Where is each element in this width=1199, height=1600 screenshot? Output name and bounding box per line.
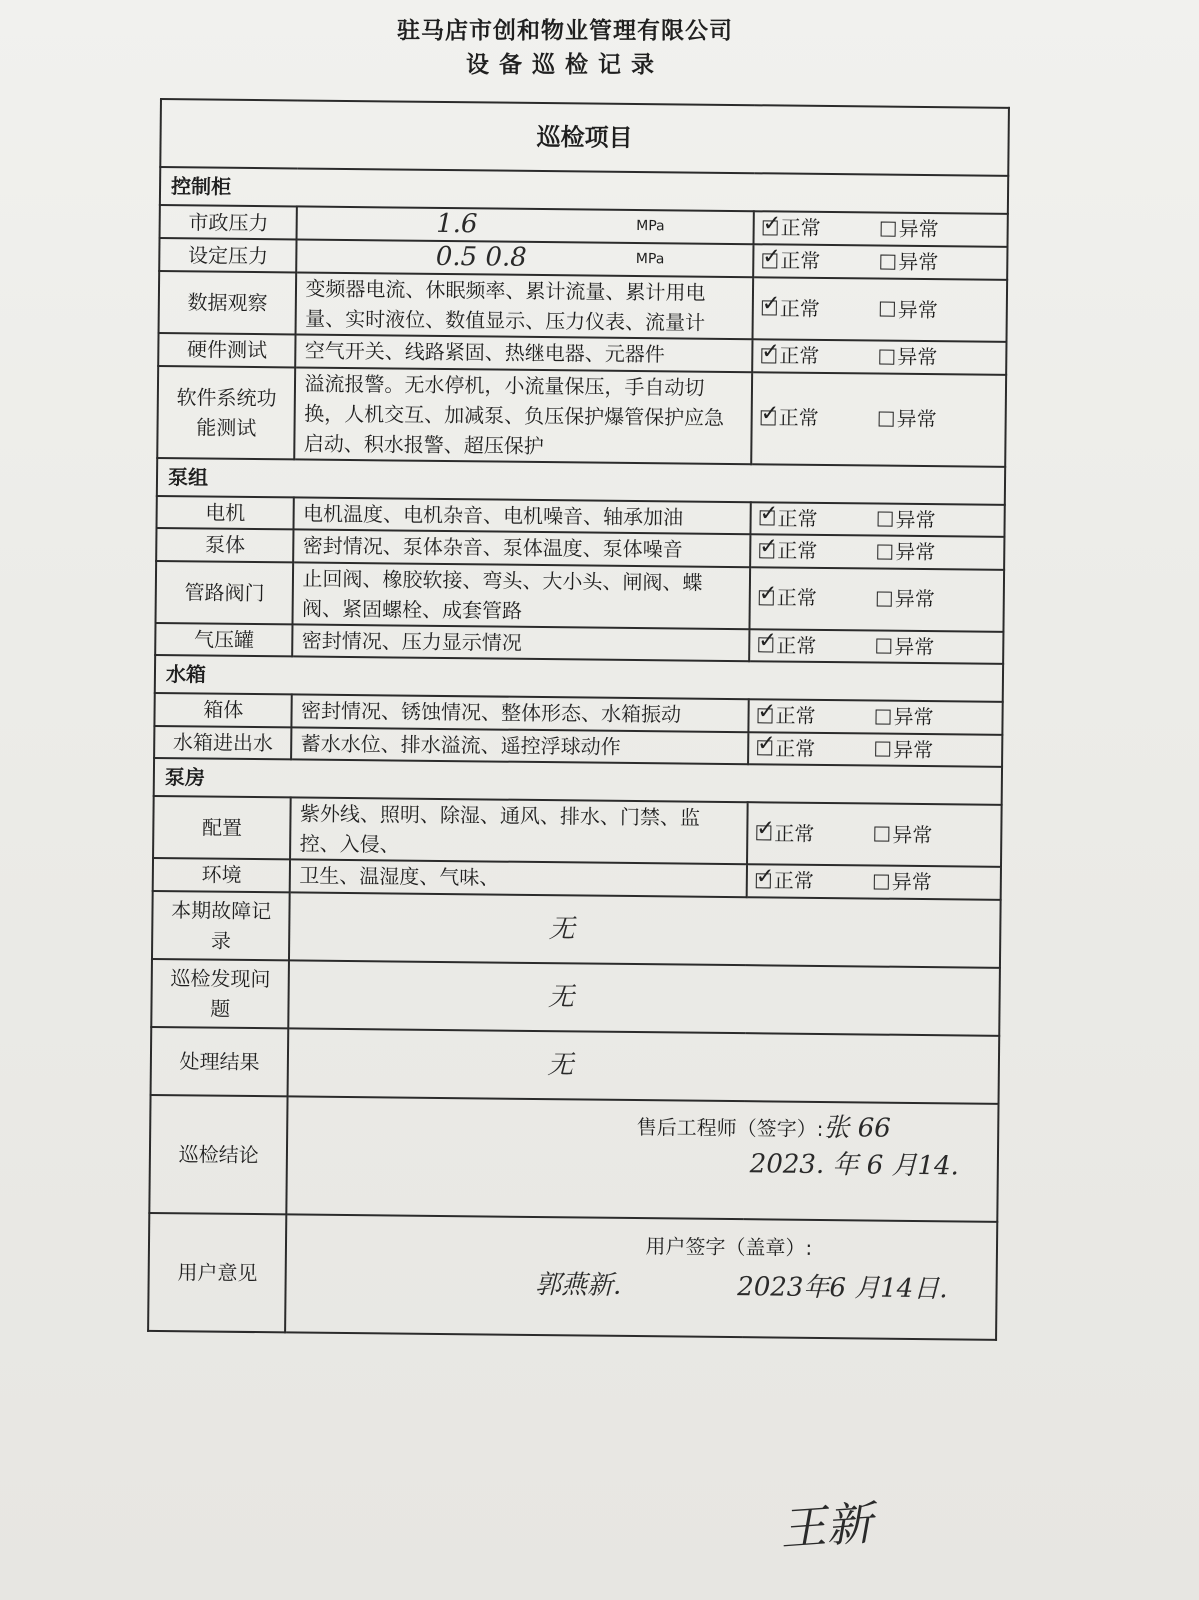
normal-checkbox[interactable]: ✓ 正常: [761, 403, 819, 434]
user-signature: 郭燕新.: [534, 1269, 622, 1301]
document-title: 设备巡检记录: [466, 52, 664, 78]
checkbox-icon: [875, 742, 890, 757]
row-label: 泵体: [156, 528, 294, 562]
row-label: 水箱进出水: [154, 725, 292, 759]
row-description: [297, 239, 754, 277]
table-row: [156, 560, 1005, 631]
checkbox-icon: [875, 709, 890, 724]
checkbox-icon: [874, 874, 889, 889]
checkbox-icon: [878, 512, 893, 527]
row-description: 蓄水水位、排水溢流、遥控浮球动作: [292, 727, 749, 764]
conclusion-label: 巡检结论: [149, 1094, 288, 1213]
abnormal-checkbox[interactable]: 异常: [875, 702, 933, 733]
opinion-cell: [286, 1214, 998, 1339]
row-status: [752, 277, 1007, 342]
record-value: 无: [547, 1049, 574, 1080]
normal-checkbox[interactable]: ✓ 正常: [759, 503, 817, 534]
record-label: 本期故障记录: [152, 890, 290, 959]
checkbox-icon: [877, 591, 892, 606]
abnormal-checkbox[interactable]: 异常: [879, 342, 937, 373]
normal-checkbox[interactable]: ✓ 正常: [757, 700, 815, 731]
company-name: 驻马店市创和物业管理有限公司: [397, 18, 733, 44]
normal-checkbox[interactable]: ✓ 正常: [763, 213, 821, 244]
row-label: 管路阀门: [156, 560, 294, 623]
row-status: [752, 339, 1006, 374]
user-sign-label: 用户签字（盖章）:: [645, 1233, 813, 1260]
checkbox-icon: [760, 510, 775, 525]
checkbox-icon: [876, 639, 891, 654]
abnormal-checkbox[interactable]: 异常: [874, 819, 932, 850]
row-label: 箱体: [154, 693, 292, 727]
abnormal-checkbox[interactable]: 异常: [875, 734, 933, 765]
row-status: [750, 534, 1004, 569]
normal-checkbox[interactable]: ✓ 正常: [757, 733, 815, 764]
row-status: [753, 244, 1007, 280]
normal-checkbox[interactable]: ✓ 正常: [759, 583, 817, 614]
checkbox-icon: [762, 301, 777, 316]
conclusion-cell: [287, 1096, 999, 1221]
table-row: [157, 365, 1006, 466]
record-value: 无: [548, 913, 575, 944]
row-description: 溢流报警。无水停机，小流量保压，手自动切换，人机交互、加减泵、负压保护爆管保护应急启动、积水报警、超压保护: [295, 367, 752, 464]
normal-checkbox[interactable]: ✓ 正常: [759, 535, 817, 566]
row-description: 密封情况、压力显示情况: [293, 624, 750, 661]
row-status: [748, 732, 1002, 767]
record-label: 处理结果: [151, 1026, 289, 1095]
row-status: [747, 864, 1001, 899]
record-label: 巡检发现问题: [151, 958, 289, 1027]
row-description: 变频器电流、休眠频率、累计流量、累计用电量、实时液位、数值显示、压力仪表、流量计: [296, 272, 753, 339]
abnormal-checkbox[interactable]: 异常: [877, 584, 935, 615]
table-head: 巡检项目: [160, 99, 1009, 176]
checkbox-icon: [874, 827, 889, 842]
normal-checkbox[interactable]: ✓ 正常: [756, 865, 814, 896]
abnormal-checkbox[interactable]: 异常: [880, 214, 938, 245]
checkbox-icon: [759, 590, 774, 605]
unit-label: MPa: [636, 217, 665, 235]
row-label: 电机: [156, 495, 294, 529]
handwritten-value: 1.6: [435, 208, 478, 240]
checkbox-icon: [758, 637, 773, 652]
record-value-cell: [289, 892, 1000, 967]
opinion-date: 2023年6 月14日.: [737, 1271, 948, 1304]
row-label: 气压罐: [155, 622, 293, 656]
row-description: 密封情况、锈蚀情况、整体形态、水箱振动: [292, 694, 749, 731]
record-value-cell: [289, 960, 1000, 1035]
checkbox-icon: [881, 221, 896, 236]
normal-checkbox[interactable]: ✓ 正常: [762, 246, 820, 277]
row-status: [749, 629, 1003, 664]
abnormal-checkbox[interactable]: 异常: [877, 537, 935, 568]
normal-checkbox[interactable]: ✓ 正常: [762, 293, 820, 324]
normal-checkbox[interactable]: ✓ 正常: [756, 818, 814, 849]
section-header: 泵房: [154, 758, 1002, 805]
row-description: 卫生、温湿度、气味、: [290, 859, 747, 896]
engineer-signature: 张 66: [823, 1112, 891, 1144]
checkbox-icon: [880, 254, 895, 269]
record-value-cell: [288, 1028, 999, 1103]
row-description: 空气开关、线路紧固、热继电器、元器件: [296, 334, 753, 371]
unit-label: MPa: [635, 250, 665, 268]
checkbox-icon: [756, 826, 771, 841]
table-row: [153, 796, 1002, 867]
checkbox-icon: [763, 220, 778, 235]
checkbox-icon: [757, 708, 772, 723]
abnormal-checkbox[interactable]: 异常: [880, 294, 938, 325]
abnormal-checkbox[interactable]: 异常: [877, 504, 935, 535]
inspection-table: [147, 98, 1010, 1340]
checkbox-icon: [761, 348, 776, 363]
row-status: [749, 567, 1004, 632]
abnormal-checkbox[interactable]: 异常: [874, 867, 932, 898]
engineer-sign-label: 售后工程师（签字）:: [636, 1114, 824, 1141]
section-header: 控制柜: [160, 167, 1008, 214]
row-status: [753, 211, 1007, 247]
abnormal-checkbox[interactable]: 异常: [879, 404, 937, 435]
row-description: 紫外线、照明、除湿、通风、排水、门禁、监控、入侵、: [290, 797, 747, 864]
record-value: 无: [547, 981, 575, 1012]
section-header: 水箱: [155, 655, 1003, 702]
checkbox-icon: [879, 349, 894, 364]
row-label: 配置: [153, 796, 291, 859]
row-description: [297, 206, 754, 244]
bottom-signature: 王新: [778, 1495, 874, 1557]
row-label: 市政压力: [160, 205, 298, 239]
checkbox-icon: [756, 873, 771, 888]
row-status: [751, 372, 1006, 467]
opinion-label: 用户意见: [148, 1212, 287, 1331]
row-status: [747, 802, 1002, 867]
checkbox-icon: [880, 302, 895, 317]
checkbox-icon: [877, 544, 892, 559]
row-status: [750, 502, 1004, 537]
row-label: 环境: [153, 858, 291, 892]
checkbox-icon: [762, 253, 777, 268]
conclusion-date: 2023. 年 6 月14.: [749, 1148, 960, 1181]
section-header: 泵组: [157, 457, 1005, 504]
table-row: [159, 271, 1008, 342]
row-label: 设定压力: [159, 238, 297, 272]
checkbox-icon: [761, 410, 776, 425]
normal-checkbox[interactable]: ✓ 正常: [758, 630, 816, 661]
handwritten-value: 0.5 0.8: [435, 241, 527, 273]
row-description: 止回阀、橡胶软接、弯头、大小头、闸阀、蝶阀、紧固螺栓、成套管路: [293, 562, 750, 629]
row-status: [748, 699, 1002, 734]
checkbox-icon: [759, 543, 774, 558]
abnormal-checkbox[interactable]: 异常: [876, 631, 934, 662]
normal-checkbox[interactable]: ✓ 正常: [761, 340, 819, 371]
checkbox-icon: [879, 411, 894, 426]
row-description: 密封情况、泵体杂音、泵体温度、泵体噪音: [294, 529, 751, 566]
abnormal-checkbox[interactable]: 异常: [880, 247, 938, 278]
row-label: 软件系统功能测试: [157, 365, 295, 458]
row-label: 数据观察: [159, 271, 297, 334]
row-description: 电机温度、电机杂音、电机噪音、轴承加油: [294, 497, 751, 534]
row-label: 硬件测试: [158, 333, 296, 367]
checkbox-icon: [757, 740, 772, 755]
